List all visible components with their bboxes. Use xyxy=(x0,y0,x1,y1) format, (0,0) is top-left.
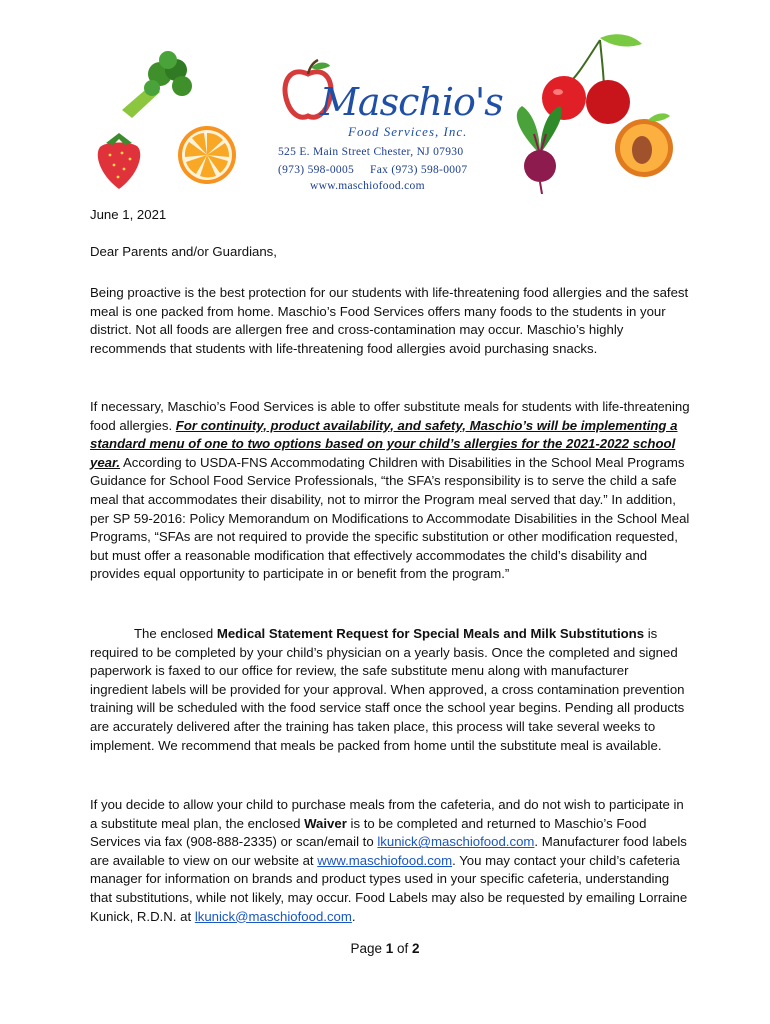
medical-statement-title: Medical Statement Request for Special Meals and Milk Substitutions xyxy=(216,626,645,641)
paragraph-4-part-d: . You may contact your child’s cafeteria manager for information on brands and product types used in your specific cafeteria, understanding that substitutions, while not likely, may occur. Food Labels may also be requested by emailing Lorraine Kunick, R.D.N. at xyxy=(90,852,688,924)
page-footer xyxy=(0,941,770,956)
paragraph-4-intro: If you decide to allow your child to purchase meals from the cafeteria, and do not wish to participate in a substitute meal plan, the enclosed xyxy=(90,797,684,831)
company-subtitle: Food Services, Inc. xyxy=(348,124,468,139)
email-link-2[interactable]: lkunick@maschiofood.com xyxy=(194,908,352,924)
paragraph-3 xyxy=(90,625,690,755)
company-fax: Fax (973) 598-0007 xyxy=(370,164,468,176)
company-address: 525 E. Main Street Chester, NJ 07930 xyxy=(278,146,464,158)
paragraph-2-intro: If necessary, Maschio’s Food Services is able to offer substitute meals for students with life-threatening food allergies. xyxy=(90,399,690,433)
paragraph-1: Being proactive is the best protection for our students with life-threatening food allergies and the safest meal is one packed from home. Maschio’s Food Services offers many foods to the students in your district. Not all foods are allergen free and cross-contamination may occur. Maschio’s highly recommends that students with life-threatening food allergies avoid purchasing snacks. xyxy=(90,285,689,356)
page-number: 1 xyxy=(385,941,394,956)
paragraph-4-end: . xyxy=(351,908,356,924)
orange-slice-icon xyxy=(176,124,238,186)
company-website: www.maschiofood.com xyxy=(310,180,425,192)
of-word: of xyxy=(397,941,409,956)
letter-date: June 1, 2021 xyxy=(90,207,167,222)
paragraph-2-body: According to USDA-FNS Accommodating Children with Disabilities in the School Meal Programs Guidance for School Food Service Professionals, “the SFA’s responsibility is to serve the child a safe meal that accommodates their disability, not to mirror the Program meal served that day.” In addition, per SP 59-2016: Policy Memorandum on Modifications to Accommodate Disabilities in the School Meal Programs, “SFAs are not required to provide the specific substitution or other modification requested, but must offer a reasonable modification that effectively accommodates the child’s disability and provides equal opportunity to participate in or benefit from the program.” xyxy=(90,454,690,582)
letterhead xyxy=(278,58,508,198)
paragraph-2-emphasis: For continuity, product availability, and safety, Maschio’s will be implementing a standard menu of one to two options based on your child’s allergies for the 2021-2022 school year. xyxy=(90,417,678,470)
broccoli-icon xyxy=(108,48,198,123)
salutation: Dear Parents and/or Guardians, xyxy=(90,244,277,259)
company-phone: (973) 598-0005 xyxy=(278,164,355,176)
paragraph-2 xyxy=(90,398,690,584)
paragraph-4 xyxy=(90,796,690,926)
paragraph-4-part-c: . Manufacturer food labels are available to view on our website at xyxy=(90,834,687,868)
website-link[interactable]: www.maschiofood.com xyxy=(317,852,453,868)
email-link-1[interactable]: lkunick@maschiofood.com xyxy=(377,834,535,850)
page-word: Page xyxy=(350,941,382,956)
strawberry-icon xyxy=(92,125,146,191)
company-name: Maschio's xyxy=(320,80,503,124)
paragraph-4-part-b: is to be completed and returned to Maschio’s Food Services via fax (908-888-2335) or scan/email to xyxy=(90,815,647,850)
paragraph-3-intro: The enclosed xyxy=(134,626,217,641)
page-total: 2 xyxy=(412,941,420,956)
waiver-label: Waiver xyxy=(304,815,347,831)
peach-icon xyxy=(612,110,676,180)
paragraph-3-body: is required to be completed by your child’s physician on a yearly basis. Once the completed and signed paperwork is faxed to our office for review, the safe substitute menu along with manufacturer ingredient labels will be provided for your approval. When approved, a cross contamination prevention training will be scheduled with the food service staff once the school year begins. Pending all products are accurately delivered after the training has taken place, this process will take several weeks to implement. We recommend that meals be packed from home until the substitute meal is available. xyxy=(90,626,685,753)
beet-icon xyxy=(500,104,580,194)
